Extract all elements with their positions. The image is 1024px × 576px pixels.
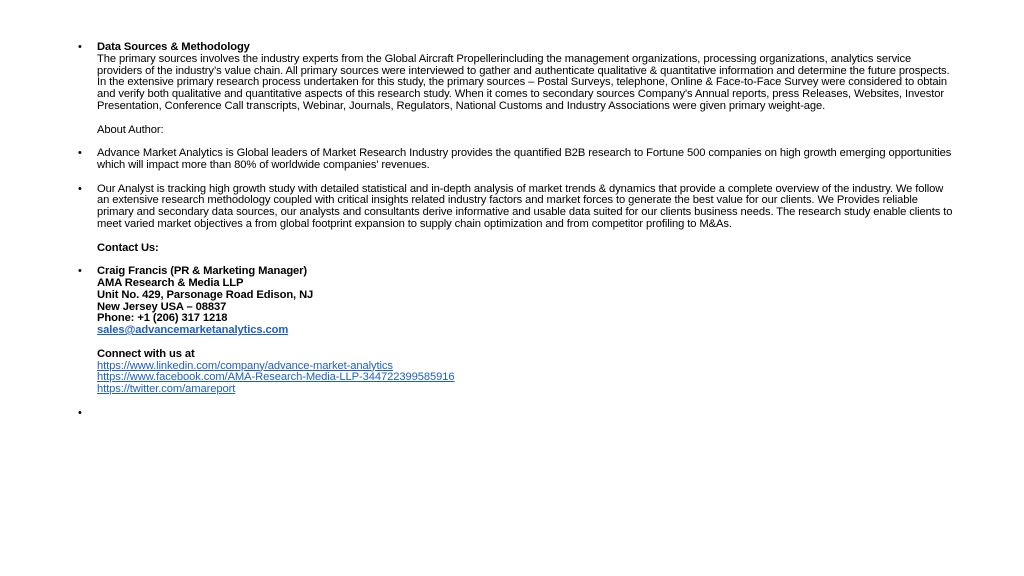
contact-us-label: Contact Us: [97,241,159,254]
contact-name: Craig Francis (PR & Marketing Manager) [97,265,308,278]
facebook-link[interactable]: https://www.facebook.com/AMA-Research-Media-LLP-344722399585916 [97,371,455,384]
about-author-text: Advance Market Analytics is Global leaders of Market Research Industry provides the quantified B2B research to Fortune 500 companies on high growth emerging opportunities which will impact more than 80% of worldwide companies' revenues. [97,147,952,171]
connect-label: Connect with us at [97,347,195,360]
methodology-paragraph-2: In the extensive primary research process undertaken for this study, the primary sources – Postal Surveys, telephone, Online & Face-to-Face Survey were considered to obtain and verify both qualitative and quantitative aspects of this research study. When it comes to secondary sources Company's Annual reports, press Releases, Websites, Investor Presentation, Conference Call transcripts, Webinar, Journals, Regulators, National Customs and Industry Associations were given primary weight-age. [97,76,948,112]
bullet-data-sources [78,42,954,113]
bullet-icon: • [78,182,82,195]
analyst-text: Our Analyst is tracking high growth study with detailed statistical and in-depth analysis of market trends & dynamics that provide a complete overview of the industry. We follow an extensive research methodology coupled with critical insights related industry factors and market forces to generate the best value for our clients. We Provides reliable primary and secondary data sources, our analysts and consultants derive informative and usable data suited for our clients business needs. The research study enable clients to meet varied market objectives a from global footprint expansion to supply chain optimization and from competitor profiling to M&As. [97,182,953,230]
twitter-link[interactable]: https://twitter.com/amareport [97,383,236,396]
bullet-icon: • [78,265,82,278]
contact-state: New Jersey USA – 08837 [97,300,227,313]
bullet-contact [78,266,954,396]
bullet-analyst [78,184,954,231]
section-heading: Data Sources & Methodology [97,41,250,53]
about-author-label: About Author: [97,123,164,136]
contact-email-link[interactable]: sales@advancemarketanalytics.com [97,324,289,337]
linkedin-link[interactable]: https://www.linkedin.com/company/advance-market-analytics [97,359,393,372]
bullet-icon: • [78,147,82,160]
methodology-paragraph-1: The primary sources involves the industry experts from the Global Aircraft Propellerincluding the management organizations, processing organizations, analytics service providers of the industry’s value chain. All primary sources were interviewed to gather and authenticate qualitative & quantitative information and determine the future prospects. [97,52,950,77]
bullet-about-author [78,148,954,172]
bullet-empty [78,408,954,420]
contact-phone: Phone: +1 (206) 317 1218 [97,312,228,325]
bullet-icon: • [78,406,82,419]
contact-company: AMA Research & Media LLP [97,276,244,289]
contact-address: Unit No. 429, Parsonage Road Edison, NJ [97,288,314,301]
bullet-icon: • [78,41,82,53]
